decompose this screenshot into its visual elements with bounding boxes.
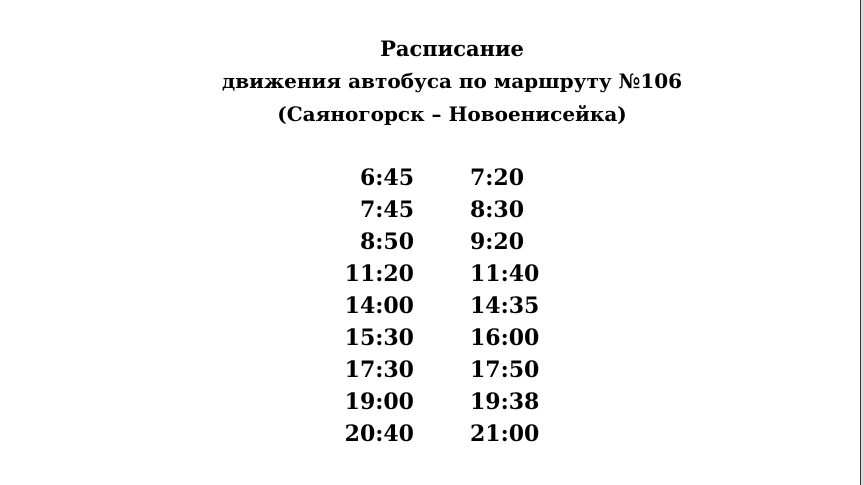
schedule-table xyxy=(330,162,550,450)
departure-time: 15:30 xyxy=(344,325,414,351)
return-time: 21:00 xyxy=(470,421,540,447)
document-subtitle: движения автобуса по маршруту №106 xyxy=(221,69,683,93)
return-time: 19:38 xyxy=(470,389,540,415)
schedule-row xyxy=(330,162,550,194)
return-time: 14:35 xyxy=(470,293,540,319)
schedule-row xyxy=(330,322,550,354)
schedule-row xyxy=(330,194,550,226)
document-title: Расписание xyxy=(380,36,524,61)
departure-time: 11:20 xyxy=(344,261,414,287)
return-time: 7:20 xyxy=(470,165,525,191)
schedule-row xyxy=(330,290,550,322)
schedule-row xyxy=(330,386,550,418)
schedule-row xyxy=(330,258,550,290)
return-time: 8:30 xyxy=(470,197,525,223)
departure-time: 7:45 xyxy=(359,197,414,223)
departure-time: 20:40 xyxy=(344,421,414,447)
departure-time: 17:30 xyxy=(344,357,414,383)
departure-time: 8:50 xyxy=(359,229,414,255)
departure-time: 19:00 xyxy=(344,389,414,415)
return-time: 17:50 xyxy=(470,357,540,383)
route-name: (Саяногорск – Новоенисейка) xyxy=(277,102,627,126)
return-time: 16:00 xyxy=(470,325,540,351)
departure-time: 14:00 xyxy=(344,293,414,319)
schedule-row xyxy=(330,418,550,450)
departure-time: 6:45 xyxy=(359,165,414,191)
schedule-row xyxy=(330,226,550,258)
schedule-row xyxy=(330,354,550,386)
return-time: 11:40 xyxy=(470,261,540,287)
return-time: 9:20 xyxy=(470,229,525,255)
